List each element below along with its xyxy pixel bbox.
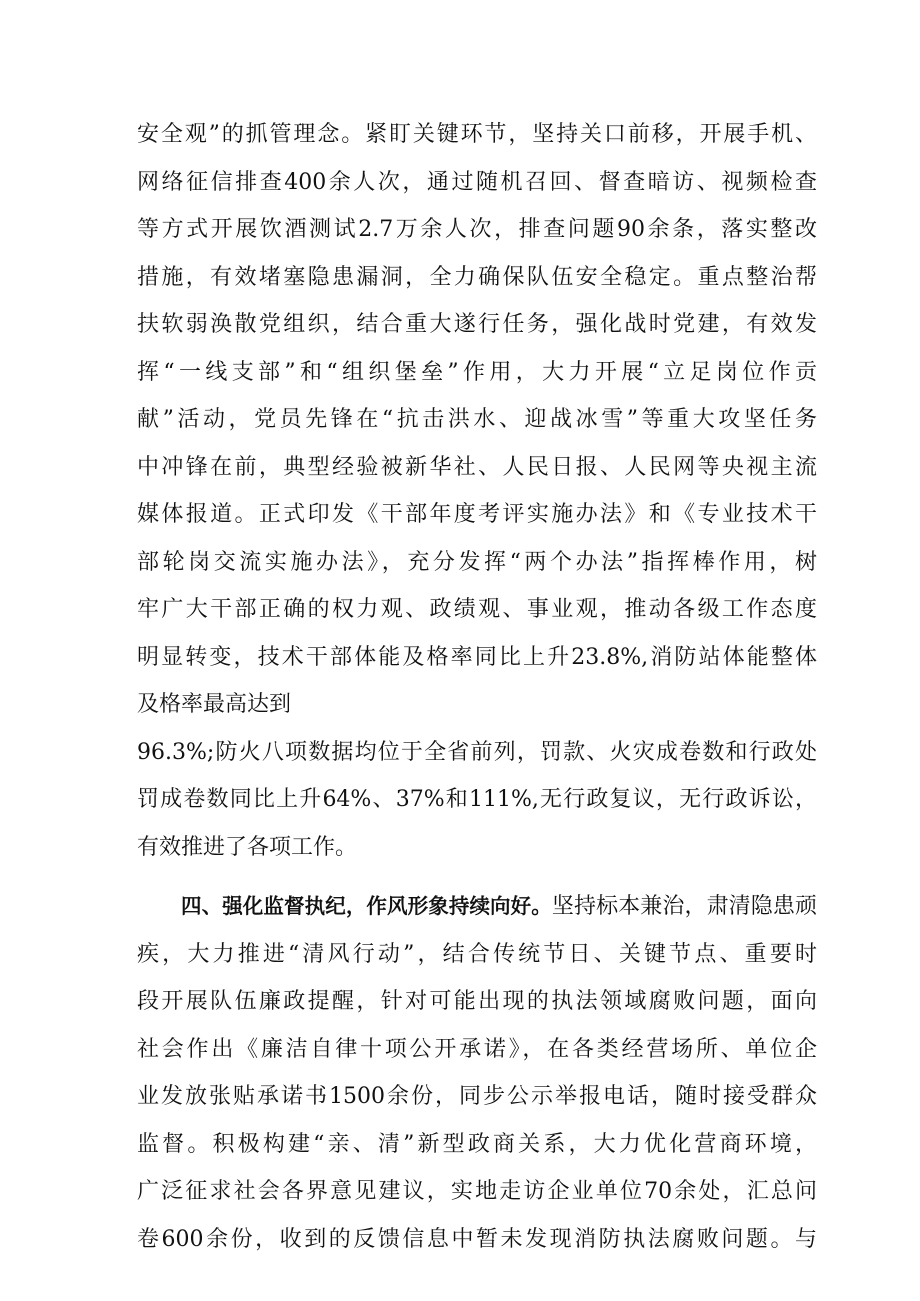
text-line: 卷600余份，收到的反馈信息中暂未发现消防执法腐败问题。与 [137, 1226, 817, 1252]
text-line [137, 883, 817, 931]
document-body [137, 111, 817, 1263]
text-line: 挥“一线支部”和“组织堡垒”作用，大力开展“立足岗位作贡 [137, 359, 817, 385]
paragraph-2 [137, 883, 817, 1263]
text-line: 措施，有效堵塞隐患漏洞，全力确保队伍安全稳定。重点整治帮 [137, 264, 817, 290]
text-line: 部轮岗交流实施办法》，充分发挥“两个办法”指挥棒作用，树 [137, 549, 817, 575]
text-line: 扶软弱涣散党组织，结合重大遂行任务，强化战时党建，有效发 [137, 312, 817, 337]
text-line: 96.3%;防火八项数据均位于全省前列，罚款、火灾成卷数和行政处 [137, 739, 817, 765]
text-line: 媒体报道。正式印发《干部年度考评实施办法》和《专业技术干 [137, 502, 817, 527]
text-line: 牢广大干部正确的权力观、政绩观、事业观，推动各级工作态度 [137, 597, 817, 622]
text-line: 网络征信排查400余人次，通过随机召回、督查暗访、视频检查 [137, 169, 817, 195]
text-line: 社会作出《廉洁自律十项公开承诺》，在各类经营场所、单位企 [137, 1036, 817, 1062]
text-line: 段开展队伍廉政提醒，针对可能出现的执法领域腐败问题，面向 [137, 989, 817, 1014]
text-line: 安全观”的抓管理念。紧盯关键环节，坚持关口前移，开展手机、 [137, 122, 817, 147]
text-line: 中冲锋在前，典型经验被新华社、人民日报、人民网等央视主流 [137, 454, 817, 480]
text-line: 监督。积极构建“亲、清”新型政商关系，大力优化营商环境， [137, 1131, 817, 1157]
text-line: 有效推进了各项工作。 [137, 834, 358, 860]
text-line: 等方式开展饮酒测试2.7万余人次，排查问题90余条，落实整改 [137, 217, 817, 242]
paragraph-1 [137, 111, 817, 871]
text-line: 广泛征求社会各界意见建议，实地走访企业单位70余处，汇总问 [137, 1179, 817, 1204]
text-line: 业发放张贴承诺书1500余份，同步公示举报电话，随时接受群众 [137, 1084, 817, 1109]
section-heading: 四、强化监督执纪，作风形象持续向好。 [181, 894, 552, 918]
text-line: 明显转变，技术干部体能及格率同比上升23.8%,消防站体能整体 [137, 644, 817, 670]
text-line: 献”活动，党员先锋在“抗击洪水、迎战冰雪”等重大攻坚任务 [137, 407, 817, 432]
text-line: 罚成卷数同比上升64%、37%和111%,无行政复议，无行政诉讼， [137, 787, 817, 812]
heading-line-rest: 坚持标本兼治，肃清隐患顽 [551, 894, 817, 919]
text-line: 疾，大力推进“清风行动”，结合传统节日、关键节点、重要时 [137, 941, 817, 967]
text-line: 及格率最高达到 [137, 692, 292, 717]
